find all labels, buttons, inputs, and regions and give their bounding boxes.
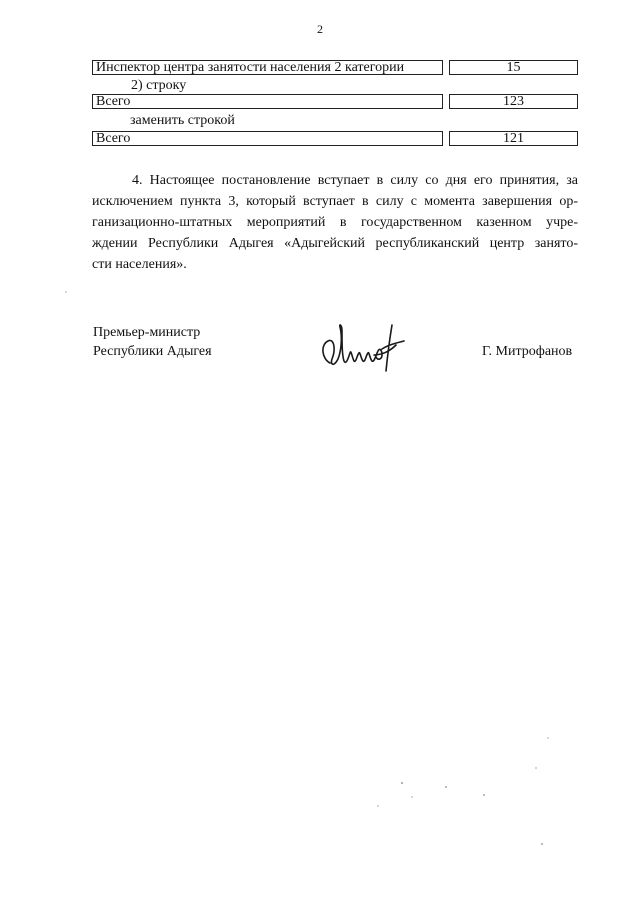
table-row [92,94,578,109]
note-line-to-replace: 2) строку [131,78,187,93]
signatory-position [93,323,212,361]
signatory-position-line: Республики Адыгея [93,344,212,359]
paragraph-line: 4. Настоящее постановление вступает в силу со дня его принятия, за [132,173,578,188]
table-cell-count: 121 [449,131,578,146]
paragraph-line: исключением пункта 3, который вступает в силу с момента завершения ор- [92,194,578,209]
signatory-position-line: Премьер-министр [93,325,201,340]
signatory-name: Г. Митрофанов [482,344,573,359]
table-cell-count: 15 [449,60,578,75]
note-replace-with: заменить строкой [130,113,235,128]
table-cell-position: Инспектор центра занятости населения 2 категории [92,60,443,75]
page-number: 2 [317,22,323,36]
table-cell-count: 123 [449,94,578,109]
table-row [92,60,578,75]
table-cell-position: Всего [92,94,443,109]
table-cell-position: Всего [92,131,443,146]
paragraph-line: ждении Республики Адыгея «Адыгейский республиканский центр занято- [92,236,578,251]
paragraph-line: ганизационно-штатных мероприятий в государственном казенном учре- [92,215,578,230]
paragraph-4 [92,170,578,275]
table-row [92,131,578,146]
paragraph-line: сти населения». [92,257,187,272]
handwritten-signature [312,315,408,375]
